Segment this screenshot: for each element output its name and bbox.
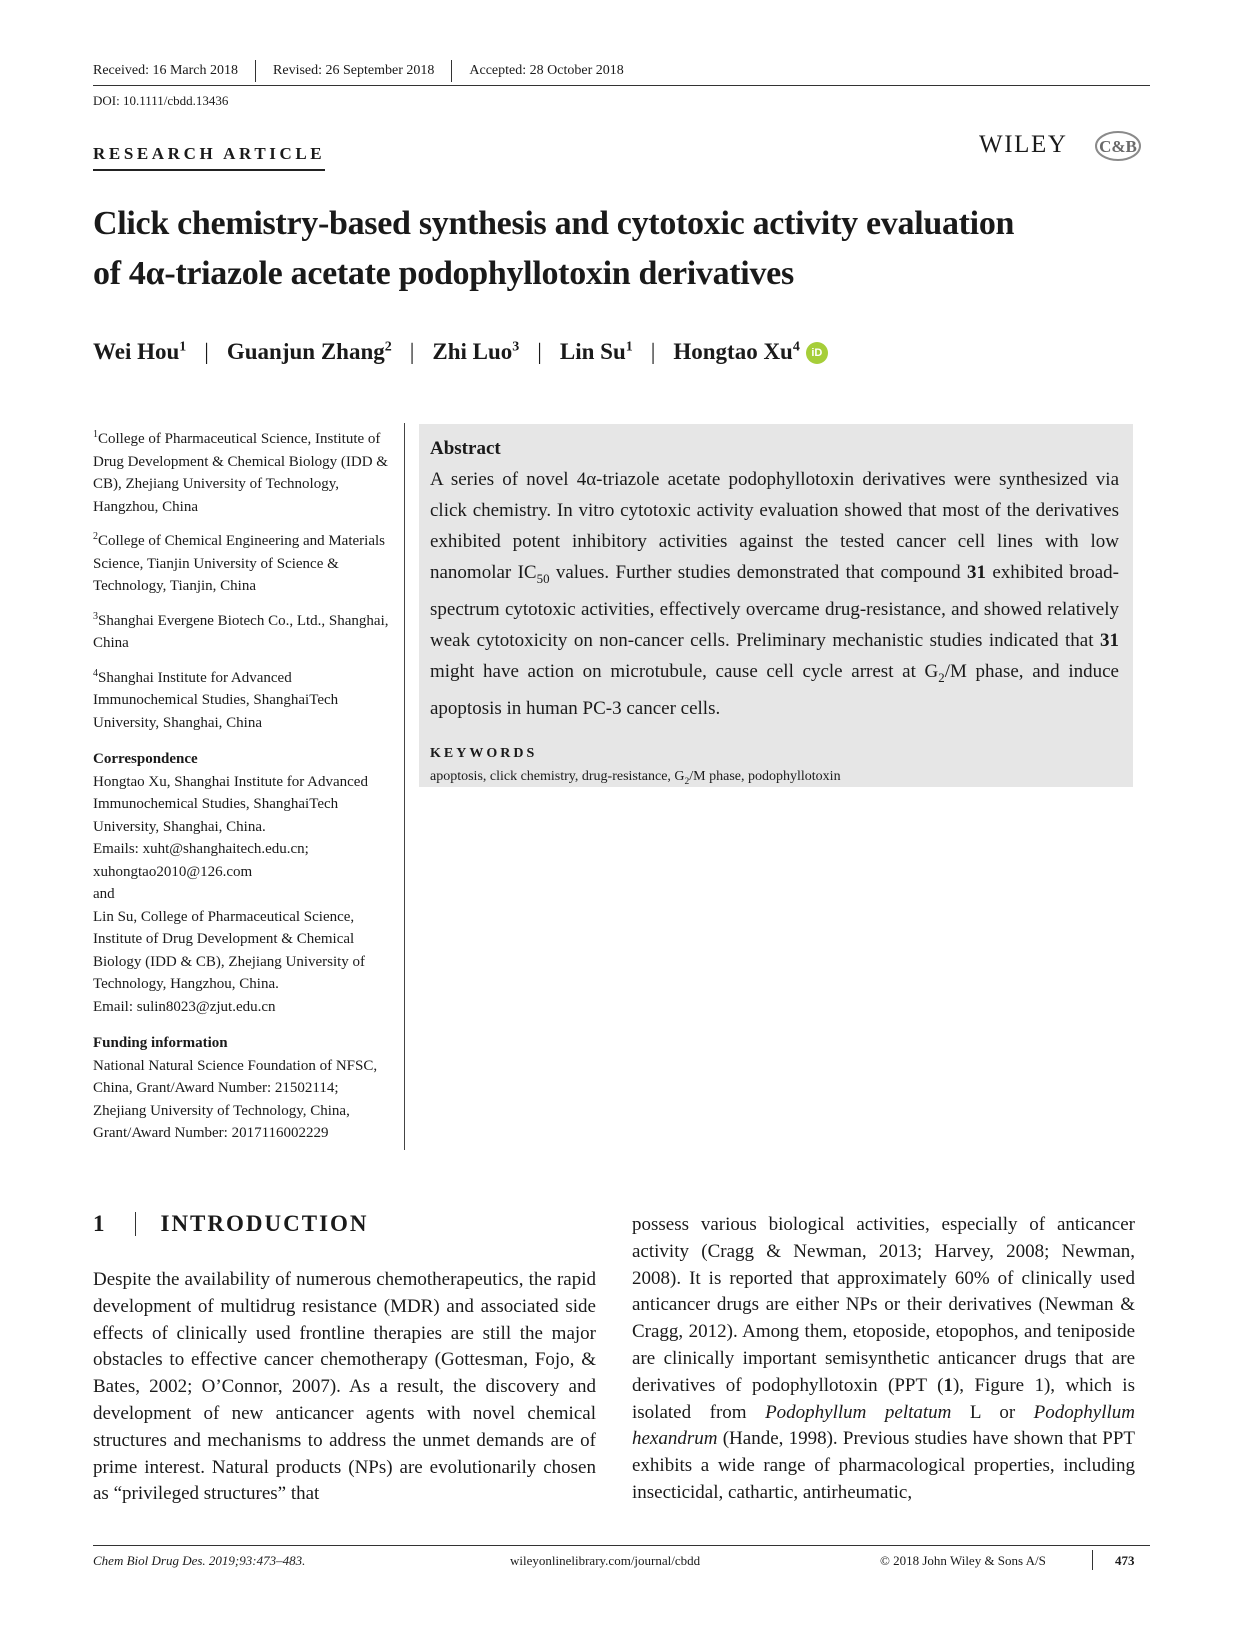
affiliation: $^3$Shanghai Evergene Biotech Co., Ltd., Shanghai, China — [93, 610, 389, 651]
journal-logo-text: C&B — [1099, 137, 1137, 156]
abstract-box — [419, 424, 1133, 787]
divider — [255, 60, 256, 82]
author-separator: | — [650, 339, 656, 364]
correspondence-and: and — [93, 886, 115, 902]
affiliation: $^1$College of Pharmaceutical Science, Institute of Drug Development & Chemical Biology (IDD & CB), Zhejiang University of Technology, Hangzhou, China — [93, 429, 388, 515]
title-alpha: α — [145, 255, 165, 292]
article-type: RESEARCH ARTICLE — [93, 144, 325, 171]
header-rule — [93, 85, 1150, 86]
journal-logo-icon — [1093, 129, 1143, 165]
page-number: 473 — [1115, 1553, 1135, 1568]
citation: Chem Biol Drug Des. 2019;93:473–483. — [93, 1553, 306, 1568]
correspondence-1: Hongtao Xu, Shanghai Institute for Advanced Immunochemical Studies, ShanghaiTech University, Shanghai, China. — [93, 773, 368, 835]
section-title: INTRODUCTION — [160, 1211, 369, 1236]
author[interactable]: Guanjun Zhang$^2$ — [226, 339, 392, 364]
affiliation-column — [93, 424, 393, 1145]
author[interactable]: Wei Hou$^1$ — [93, 339, 187, 364]
keywords-heading: KEYWORDS — [430, 745, 538, 761]
funding-text: National Natural Science Foundation of NFSC, China, Grant/Award Number: 21502114; Zhejiang University of Technology, China, Grant/Award Number: 2017116002229 — [93, 1057, 378, 1141]
title-line-1: Click chemistry-based synthesis and cytotoxic activity evaluation — [93, 205, 1015, 242]
intro-paragraph-1: Despite the availability of numerous chemotherapeutics, the rapid development of multidrug resistance (MDR) and associated side effects of clinically used frontline therapies are still the major obstacles to effective cancer chemotherapy (Gottesman, Fojo, & Bates, 2002; O’Connor, 2007). As a result, the discovery and development of new anticancer agents with novel chemical structures and mechanisms to address the unmet demands are of prime interest. Natural products (NPs) are evolutionarily chosen as “privileged structures” that — [93, 1269, 596, 1505]
received-date: Received: 16 March 2018 — [93, 63, 239, 78]
funding-heading: Funding information — [93, 1035, 228, 1051]
author-separator: | — [409, 339, 415, 364]
author[interactable]: Zhi Luo$^3$ — [432, 339, 520, 364]
column-divider — [404, 423, 405, 1150]
keywords: apoptosis, click chemistry, drug-resistance, $G_2/M$ phase, podophyllotoxin — [430, 768, 841, 787]
correspondence-emails[interactable]: Emails: xuht@shanghaitech.edu.cn; xuhongtao2010@126.com — [93, 841, 309, 880]
section-heading — [93, 1211, 369, 1237]
abstract-text: A series of novel 4α-triazole acetate podophyllotoxin derivatives were synthesized via click chemistry. In vitro cytotoxic activity evaluation showed that most of the derivatives exhibited potent inhibitory activities against the tested cancer cell lines with low nanomolar $IC_{50}$ values. Further studies demonstrated that compound 31 exhibited broad-spectrum cytotoxic activities, effectively overcame drug-resistance, and showed relatively weak cytotoxicity on non-cancer cells. Preliminary mechanistic studies indicated that 31 might have action on microtubule, cause cell cycle arrest at $G_2/M$ phase, and induce apoptosis in human PC-3 cancer cells. — [430, 469, 1119, 719]
section-number: 1 — [93, 1211, 107, 1236]
affiliation: $^2$College of Chemical Engineering and Materials Science, Tianjin University of Science & Technology, Tianjin, China — [93, 531, 385, 594]
author[interactable]: Lin Su$^1$ — [559, 339, 633, 364]
correspondence-2: Lin Su, College of Pharmaceutical Science, Institute of Drug Development & Chemical Biology (IDD & CB), Zhejiang University of Technology, Hangzhou, China. — [93, 908, 366, 992]
correspondence-heading: Correspondence — [93, 751, 198, 767]
accepted-date: Accepted: 28 October 2018 — [469, 63, 624, 78]
title-line-2a: of 4 — [93, 255, 146, 292]
publisher-logo: WILEY — [979, 131, 1068, 158]
footer-rule — [93, 1545, 1150, 1546]
intro-paragraph-2: possess various biological activities, especially of anticancer activity (Cragg & Newman, 2013; Harvey, 2008; Newman, 2008). It is reported that approximately 60% of clinically used anticancer drugs are either NPs or their derivatives (Newman & Cragg, 2012). Among them, etoposide, etopophos, and teniposide are clinically important semisynthetic anticancer drugs that are derivatives of podophyllotoxin (PPT (1), Figure 1), which is isolated from Podophyllum peltatum L or Podophyllum hexandrum (Hande, 1998). Previous studies have shown that PPT exhibits a wide range of pharmacological properties, including insecticidal, cathartic, antirheumatic, — [632, 1214, 1135, 1503]
author-separator: | — [204, 339, 209, 364]
article-title — [93, 199, 1163, 299]
orcid-icon[interactable]: iD — [806, 342, 828, 364]
article-dates — [93, 60, 624, 82]
author-list — [93, 339, 828, 367]
journal-url[interactable]: wileyonlinelibrary.com/journal/cbdd — [510, 1553, 701, 1568]
title-line-2b: -triazole acetate podophyllotoxin derivatives — [164, 255, 794, 292]
revised-date: Revised: 26 September 2018 — [273, 63, 435, 78]
correspondence-email[interactable]: Email: sulin8023@zjut.edu.cn — [93, 998, 276, 1015]
copyright: © 2018 John Wiley & Sons A/S — [880, 1553, 1046, 1568]
divider — [135, 1212, 136, 1236]
divider — [1092, 1550, 1093, 1570]
doi[interactable]: DOI: 10.1111/cbdd.13436 — [93, 93, 229, 108]
author-separator: | — [537, 339, 542, 364]
abstract-heading: Abstract — [430, 438, 501, 459]
affiliation: $^4$Shanghai Institute for Advanced Immunochemical Studies, ShanghaiTech University, Shanghai, China — [93, 667, 339, 731]
author[interactable]: Hongtao Xu$^4$ — [673, 339, 800, 364]
divider — [451, 60, 452, 82]
